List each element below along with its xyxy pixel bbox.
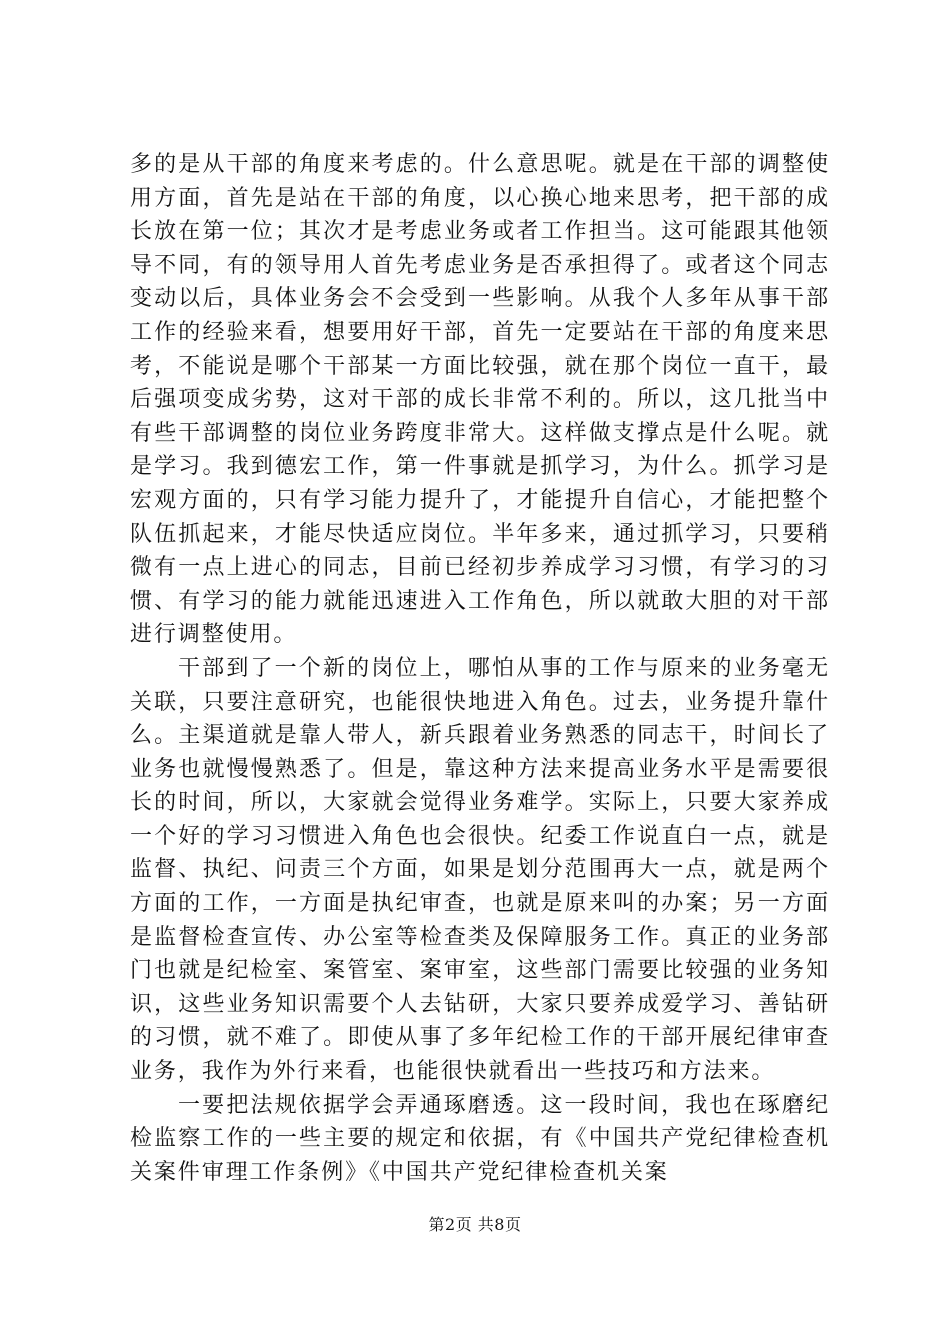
paragraph-2: 干部到了一个新的岗位上，哪怕从事的工作与原来的业务毫无关联，只要注意研究，也能很快地进入角色。过去，业务提升靠什么。主渠道就是靠人带人，新兵跟着业务熟悉的同志干，时间长了业务也就慢慢熟悉了。但是，靠这种方法来提高业务水平是需要很长的时间，所以，大家就会觉得业务难学。实际上，只要大家养成一个好的学习习惯进入角色也会很快。纪委工作说直白一点，就是监督、执纪、问责三个方面，如果是划分范围再大一点，就是两个方面的工作，一方面是执纪审查，也就是原来叫的办案；另一方面是监督检查宣传、办公室等检查类及保障服务工作。真正的业务部门也就是纪检室、案管室、案审室，这些部门需要比较强的业务知识，这些业务知识需要个人去钻研，大家只要养成爱学习、善钻研的习惯，就不难了。即使从事了多年纪检工作的干部开展纪律审查业务，我作为外行来看，也能很快就看出一些技巧和方法来。: [130, 655, 830, 1085]
document-body: [130, 148, 830, 1189]
paragraph-1: 多的是从干部的角度来考虑的。什么意思呢。就是在干部的调整使用方面，首先是站在干部的角度，以心换心地来思考，把干部的成长放在第一位；其次才是考虑业务或者工作担当。这可能跟其他领导不同，有的领导用人首先考虑业务是否承担得了。或者这个同志变动以后，具体业务会不会受到一些影响。从我个人多年从事干部工作的经验来看，想要用好干部，首先一定要站在干部的角度来思考，不能说是哪个干部某一方面比较强，就在那个岗位一直干，最后强项变成劣势，这对干部的成长非常不利的。所以，这几批当中有些干部调整的岗位业务跨度非常大。这样做支撑点是什么呢。就是学习。我到德宏工作，第一件事就是抓学习，为什么。抓学习是宏观方面的，只有学习能力提升了，才能提升自信心，才能把整个队伍抓起来，才能尽快适应岗位。半年多来，通过抓学习，只要稍微有一点上进心的同志，目前已经初步养成学习习惯，有学习的习惯、有学习的能力就能迅速进入工作角色，所以就敢大胆的对干部进行调整使用。: [130, 152, 830, 648]
page-footer: 第2页 共8页: [428, 1215, 522, 1234]
paragraph-3: 一要把法规依据学会弄通琢磨透。这一段时间，我也在琢磨纪检监察工作的一些主要的规定和依据，有《中国共产党纪律检查机关案件审理工作条例》《中国共产党纪律检查机关案: [130, 1092, 830, 1185]
